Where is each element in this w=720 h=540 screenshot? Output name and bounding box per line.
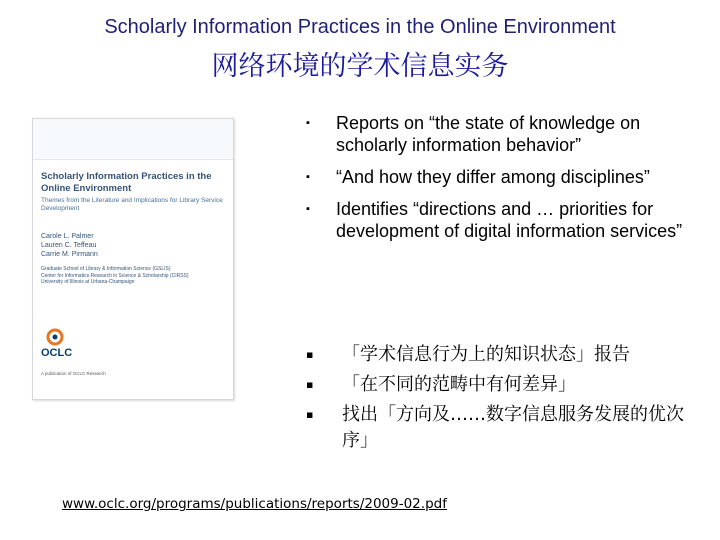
page-title-zh: 网络环境的学术信息实务 [211, 51, 509, 82]
bullet-marker-icon: ▪ [306, 117, 310, 129]
bullet-marker-icon: ▪ [306, 171, 310, 183]
cover-band [33, 119, 233, 160]
report-url-link[interactable]: www.oclc.org/programs/publications/reports/2009-02.pdf [62, 496, 447, 512]
bullet-list-en [306, 112, 706, 252]
cover-subtitle: Themes from the Literature and Implications for Library Service Development [41, 197, 223, 212]
bullet-marker-icon: ▪ [306, 378, 314, 391]
bullet-text: 找出「方向及……数字信息服务发展的优次序」 [342, 404, 684, 451]
cover-affiliation: Center for Informatics Research in Science & Scholarship (CIRSS) [41, 272, 189, 279]
report-cover [32, 118, 234, 400]
bullet-marker-icon: ▪ [306, 203, 310, 215]
bullet-text: Identifies “directions and … priorities for development of digital information services” [336, 199, 683, 241]
bullet-list-zh [306, 342, 706, 458]
oclc-logo-text: OCLC [41, 347, 73, 359]
list-item [306, 372, 706, 398]
cover-publisher-note: A publication of OCLC Research [41, 371, 106, 376]
cover-affiliation: University of Illinois at Urbana-Champaign [41, 279, 135, 285]
list-item [306, 402, 706, 454]
cover-title: Scholarly Information Practices in the Online Environment [41, 171, 212, 194]
cover-affiliations [41, 266, 227, 286]
bullet-text: 「在不同的范畴中有何差异」 [342, 374, 576, 395]
cover-author: Carole L. Palmer [41, 233, 94, 240]
cover-author: Lauren C. Teffeau [41, 242, 97, 249]
cover-author: Carrie M. Pirmann [41, 251, 98, 258]
list-item [306, 342, 706, 368]
bullet-text: “And how they differ among disciplines” [336, 167, 650, 187]
bullet-text: 「学术信息行为上的知识状态」报告 [342, 344, 630, 365]
cover-authors [41, 232, 227, 259]
bullet-marker-icon: ▪ [306, 348, 314, 361]
bullet-text: Reports on “the state of knowledge on scholarly information behavior” [336, 113, 641, 155]
cover-affiliation: Graduate School of Library & Information Science (GSLIS) [41, 266, 171, 272]
list-item [306, 166, 706, 188]
page-title-en: Scholarly Information Practices in the Online Environment [104, 16, 616, 38]
bullet-marker-icon: ▪ [306, 408, 314, 421]
list-item [306, 112, 706, 156]
list-item [306, 198, 706, 242]
